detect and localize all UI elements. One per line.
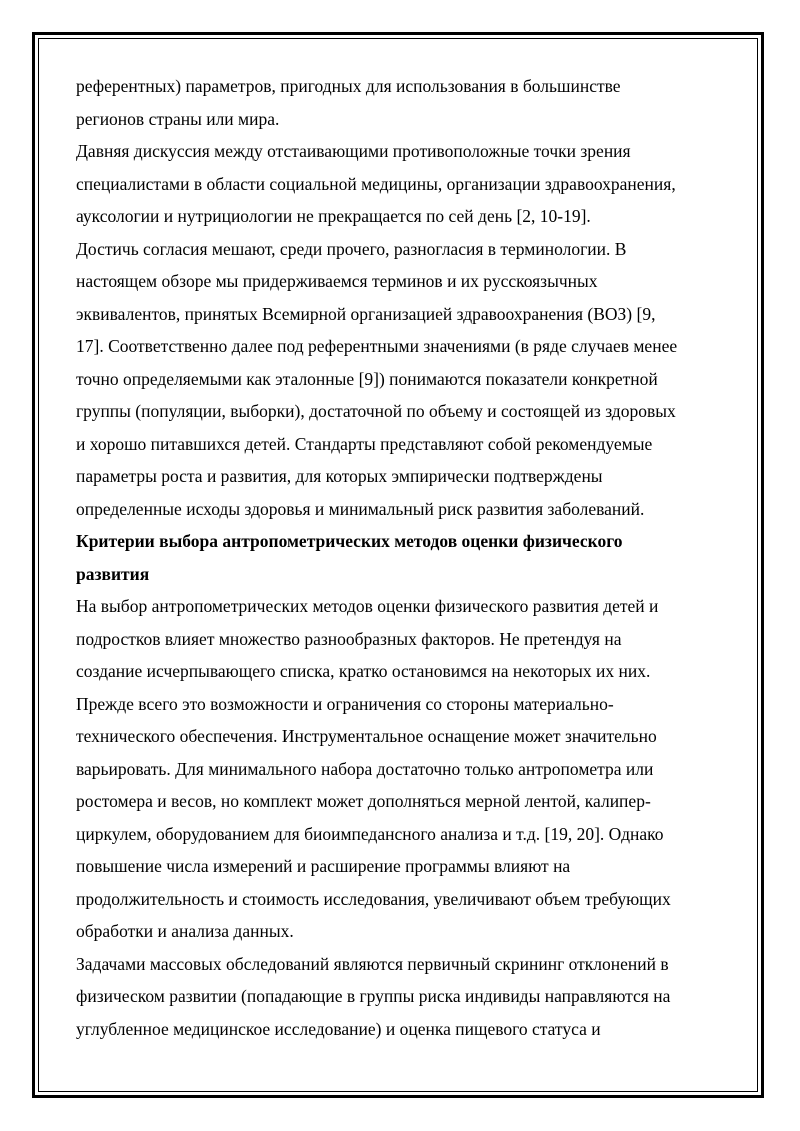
text-line: параметры роста и развития, для которых эмпирически подтверждены xyxy=(76,466,603,486)
text-line: настоящем обзоре мы придерживаемся терминов и их русскоязычных xyxy=(76,271,598,291)
text-line: физическом развитии (попадающие в группы риска индивиды направляются на xyxy=(76,986,671,1006)
text-line: углубленное медицинское исследование) и оценка пищевого статуса и xyxy=(76,1018,601,1039)
text-line: специалистами в области социальной медицины, организации здравоохранения, xyxy=(76,173,676,194)
text-line: определенные исходы здоровья и минимальный риск развития заболеваний. xyxy=(76,498,645,519)
text-line: референтных) параметров, пригодных для использования в большинстве xyxy=(76,76,621,96)
text-line: группы (популяции, выборки), достаточной по объему и состоящей из здоровых xyxy=(76,401,676,421)
text-line: Давняя дискуссия между отстаивающими противоположные точки зрения xyxy=(76,141,631,161)
text-line: На выбор антропометрических методов оценки физического развития детей и xyxy=(76,596,659,616)
section-heading: развития xyxy=(76,563,150,584)
text-line: 17]. Соответственно далее под референтными значениями (в ряде случаев менее xyxy=(76,336,678,356)
section-heading: Критерии выбора антропометрических методов оценки физического xyxy=(76,531,623,551)
text-line: Задачами массовых обследований являются первичный скрининг отклонений в xyxy=(76,953,669,974)
document-body xyxy=(76,70,736,1045)
text-line: точно определяемыми как эталонные [9]) понимаются показатели конкретной xyxy=(76,368,658,389)
text-line: варьировать. Для минимального набора достаточно только антропометра или xyxy=(76,758,654,779)
text-line: ауксологии и нутрициологии не прекращается по сей день [2, 10-19]. xyxy=(76,206,591,226)
text-line: регионов страны или мира. xyxy=(76,108,280,129)
text-line: повышение числа измерений и расширение программы влияют на xyxy=(76,856,571,876)
text-line: технического обеспечения. Инструментальное оснащение может значительно xyxy=(76,726,657,746)
text-line: циркулем, оборудованием для биоимпедансного анализа и т.д. [19, 20]. Однако xyxy=(76,823,664,844)
text-line: создание исчерпывающего списка, кратко остановимся на некоторых их них. xyxy=(76,661,651,681)
text-line: Прежде всего это возможности и ограничения со стороны материально- xyxy=(76,693,614,714)
text-line: эквивалентов, принятых Всемирной организацией здравоохранения (ВОЗ) [9, xyxy=(76,303,656,324)
text-line: подростков влияет множество разнообразных факторов. Не претендуя на xyxy=(76,628,622,649)
text-line: ростомера и весов, но комплект может дополняться мерной лентой, калипер- xyxy=(76,791,651,811)
text-line: обработки и анализа данных. xyxy=(76,921,294,941)
text-line: продолжительность и стоимость исследования, увеличивают объем требующих xyxy=(76,888,671,909)
text-line: и хорошо питавшихся детей. Стандарты представляют собой рекомендуемые xyxy=(76,433,653,454)
text-line: Достичь согласия мешают, среди прочего, разногласия в терминологии. В xyxy=(76,238,627,259)
